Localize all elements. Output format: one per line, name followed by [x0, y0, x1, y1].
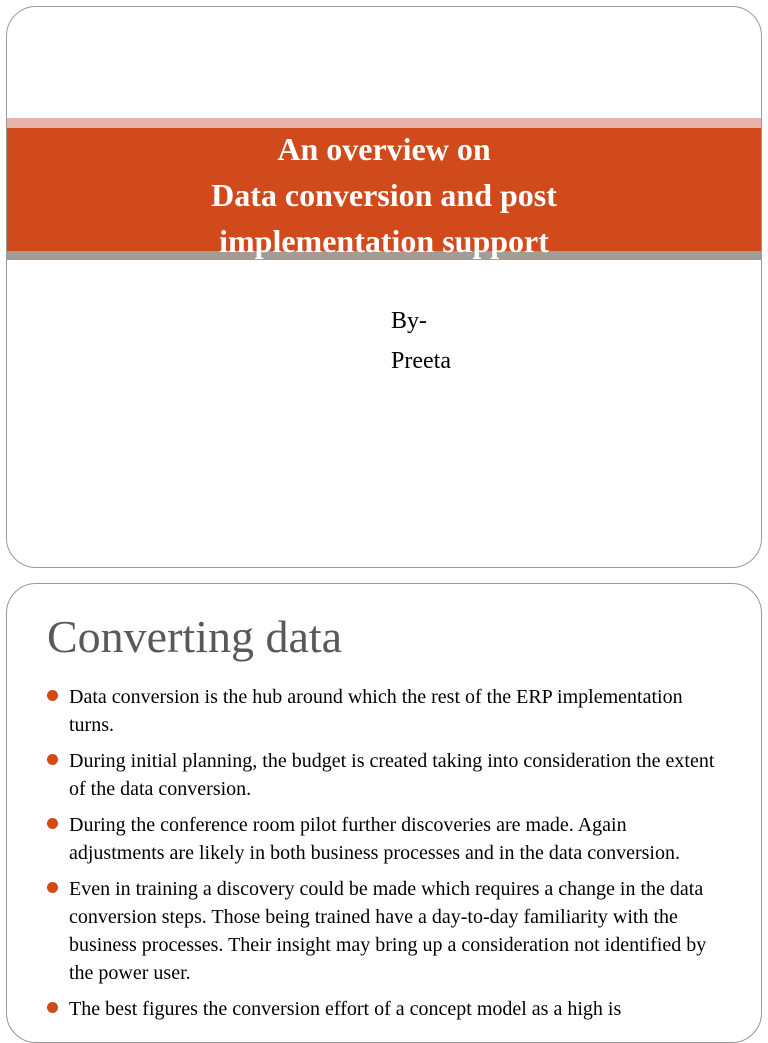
title-line: Data conversion and post: [211, 177, 557, 213]
byline-label: By-: [391, 308, 427, 334]
title-line: An overview on: [277, 131, 491, 167]
bullet-text: Even in training a discovery could be made which requires a change in the data conversion steps. Those being trained have a day-to-day familiarity with the business processes. Their insight may bring up a consideration not identified by the power user.: [69, 878, 707, 984]
bullet-text: During initial planning, the budget is created taking into consideration the extent of the data conversion.: [69, 750, 715, 800]
bullet-item: [37, 995, 727, 1023]
bullet-item: [37, 811, 727, 867]
bullet-dot-icon: [47, 754, 58, 765]
bullet-dot-icon: [47, 690, 58, 701]
presentation-title: [7, 126, 761, 264]
bullet-text: During the conference room pilot further discoveries are made. Again adjustments are likely in both business processes and in the data conversion.: [69, 814, 680, 864]
content-slide: [6, 583, 762, 1043]
bullet-item: [37, 875, 727, 987]
bullet-text: Data conversion is the hub around which the rest of the ERP implementation turns.: [69, 686, 683, 736]
bullet-text: The best figures the conversion effort of a concept model as a high is: [69, 998, 622, 1020]
bullet-list: [37, 683, 727, 1031]
title-line: implementation support: [219, 223, 549, 259]
title-slide: [6, 6, 762, 568]
bullet-item: [37, 747, 727, 803]
bullet-item: [37, 683, 727, 739]
author-byline: [391, 301, 451, 381]
bullet-dot-icon: [47, 882, 58, 893]
bullet-dot-icon: [47, 1002, 58, 1013]
author-name: Preeta: [391, 348, 451, 374]
bullet-dot-icon: [47, 818, 58, 829]
slide-heading: Converting data: [47, 611, 343, 662]
